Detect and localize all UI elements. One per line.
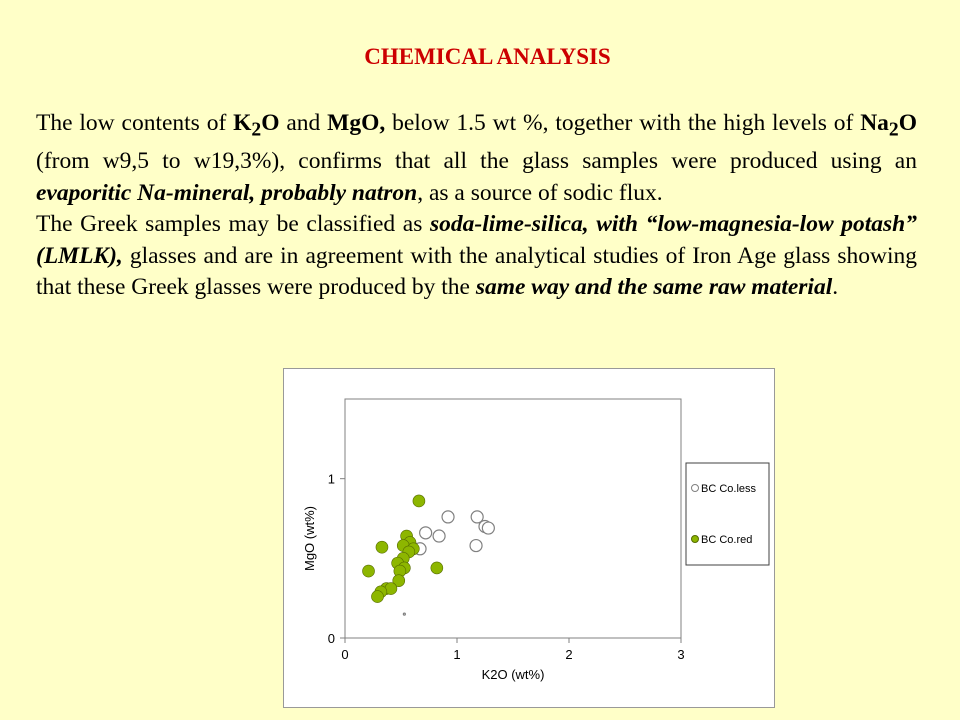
legend-label: BC Co.less [701,483,757,495]
point-bc-co-red [431,562,443,574]
k2o-formula: $K_2O$ [233,110,280,141]
point-bc-co-less [420,527,432,539]
p1-text-5: , as a source of sodic flux. [417,179,663,206]
point-bc-co-less [433,530,445,542]
x-tick-label: 3 [677,647,685,662]
legend [686,463,769,565]
p2-text-2: glasses and are in agreement with the analytical studies of Iron Age glass showing that these Greek glasses were produced by the [36,242,917,301]
y-tick-label: 1 [327,471,335,487]
p2-emphasis-same-way: same way and the same raw material [475,274,833,301]
y-tick-label: 0 [327,631,335,646]
mgo-formula: MgO, [327,110,386,136]
x-tick-label: 2 [565,647,573,662]
p1-text-1: The low contents of [36,110,234,136]
paragraph-2 [36,209,917,304]
y-axis-label: MgO (wt%) [302,506,317,571]
plot-area [345,399,681,638]
legend-marker [692,536,699,543]
p2-emphasis-lmlk: soda-lime-silica, with “low-magnesia-low potash” (LMLK), [36,211,917,269]
p1-text-4: (from w9,5 to w19,3%), confirms that all the glass samples were produced using an [36,148,917,175]
legend-marker [692,485,699,492]
point-bc-co-less [442,511,454,523]
plot-frame [345,399,681,638]
x-axis-label: K2O (wt%) [481,667,545,682]
legend-box [686,463,769,565]
legend-label: BC Co.red [701,534,753,546]
slide-title: CHEMICAL ANALYSIS [364,44,611,69]
point-bc-co-less [470,540,482,552]
p2-text-1: The Greek samples may be classified as [36,211,430,238]
point-bc-co-less [482,522,494,534]
body-text [36,108,917,304]
paragraph-1 [36,108,917,209]
p2-text-3: . [832,274,839,301]
point-bc-co-less [403,613,405,615]
point-bc-co-red [371,591,383,603]
x-tick-label: 1 [453,647,461,662]
na2o-formula: $Na_2O$ [860,110,917,141]
p1-text-3: below 1.5 wt %, together with the high levels of [385,110,861,136]
scatter-chart [283,368,775,708]
x-tick-label: 0 [341,647,349,662]
chart-svg [284,369,774,707]
point-bc-co-red [413,495,425,507]
point-bc-co-red [376,541,388,553]
point-bc-co-red [363,565,375,577]
p1-emphasis-natron: evaporitic Na-mineral, probably natron [36,179,418,206]
p1-text-2: and [279,110,328,136]
